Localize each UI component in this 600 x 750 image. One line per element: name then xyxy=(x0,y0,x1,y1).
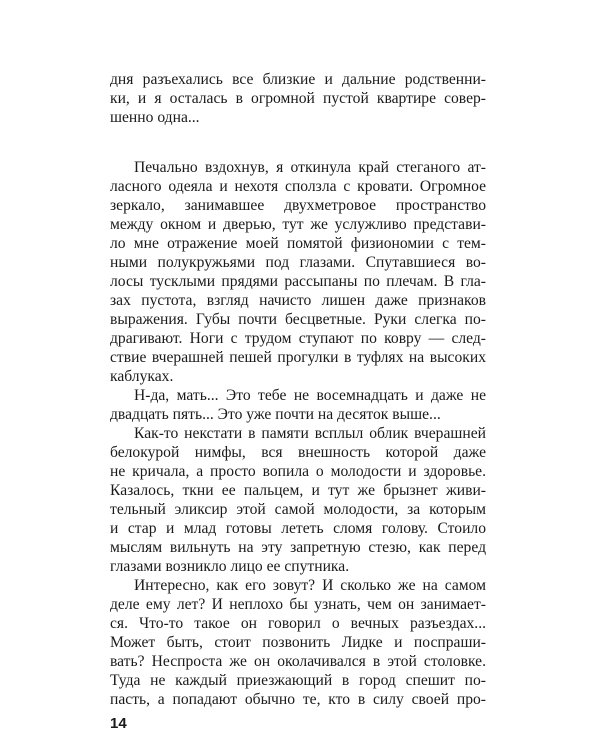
text-line: ласного одеяла и нехотя сползла с кровати. Огромное xyxy=(110,178,486,195)
text-line: Интересно, как его зовут? И сколько же на самом xyxy=(134,577,486,594)
text-line: Туда не каждый приезжающий в город спешит по- xyxy=(110,672,486,689)
text-line: ки, и я осталась в огромной пустой квартире совер- xyxy=(110,90,486,107)
text-line: мыслям вильнуть на эту запретную стезю, как перед xyxy=(110,539,486,556)
text-line: и стар и млад готовы лететь сломя голову. Стоило xyxy=(110,520,486,537)
text-line: двадцать пять... Это уже почти на десяток выше... xyxy=(110,406,441,423)
text-line: вать? Неспроста же он околачивался в этой столовке. xyxy=(110,653,486,670)
text-line: дня разъехались все близкие и дальние родственни- xyxy=(110,71,486,88)
text-line: деле ему лет? И неплохо бы узнать, чем он занимает- xyxy=(110,596,486,613)
text-line: выражения. Губы почти бесцветные. Руки слегка по- xyxy=(110,311,486,328)
text-line: белокурой нимфы, вся внешность которой даже xyxy=(110,444,486,461)
page-number: 14 xyxy=(110,715,127,732)
text-line: лосы тусклыми прядями рассыпаны по плечам. В гла- xyxy=(110,273,486,290)
text-line: Как-то некстати в памяти всплыл облик вчерашней xyxy=(134,425,486,442)
text-line: ся. Что-то такое он говорил о вечных разъездах... xyxy=(110,615,486,632)
text-line: Казалось, ткни ее пальцем, и тут же брызнет живи- xyxy=(110,482,486,499)
text-line: зах пустота, взгляд начисто лишен даже признаков xyxy=(110,292,486,309)
text-line: Н-да, мать... Это тебе не восемнадцать и даже не xyxy=(134,387,486,404)
text-line: шенно одна... xyxy=(110,109,200,126)
text-line: Печально вздохнув, я откинула край стеганого ат- xyxy=(134,159,486,176)
text-line: зеркало, занимавшее двухметровое пространство xyxy=(110,197,486,214)
text-line: ствие вчерашней пешей прогулки в туфлях на высоких xyxy=(110,349,486,366)
text-line: между окном и дверью, тут же услужливо представи- xyxy=(110,216,486,233)
text-line: пасть, а попадают обычно те, кто в силу своей про- xyxy=(110,691,486,708)
text-line: тельный эликсир этой самой молодости, за которым xyxy=(110,501,486,518)
text-line: ло мне отражение моей помятой физиономии с тем- xyxy=(110,235,486,252)
text-line: драгивают. Ноги с трудом ступают по ковру — след- xyxy=(110,330,486,347)
text-line: не кричала, а просто вопила о молодости и здоровье. xyxy=(110,463,486,480)
text-line: каблуках. xyxy=(110,368,174,385)
text-line: ными полукружьями под глазами. Спутавшиеся во- xyxy=(110,254,486,271)
text-line: глазами возникло лицо ее спутника. xyxy=(110,558,350,575)
text-line: Может быть, стоит позвонить Лидке и поспраши- xyxy=(110,634,486,651)
